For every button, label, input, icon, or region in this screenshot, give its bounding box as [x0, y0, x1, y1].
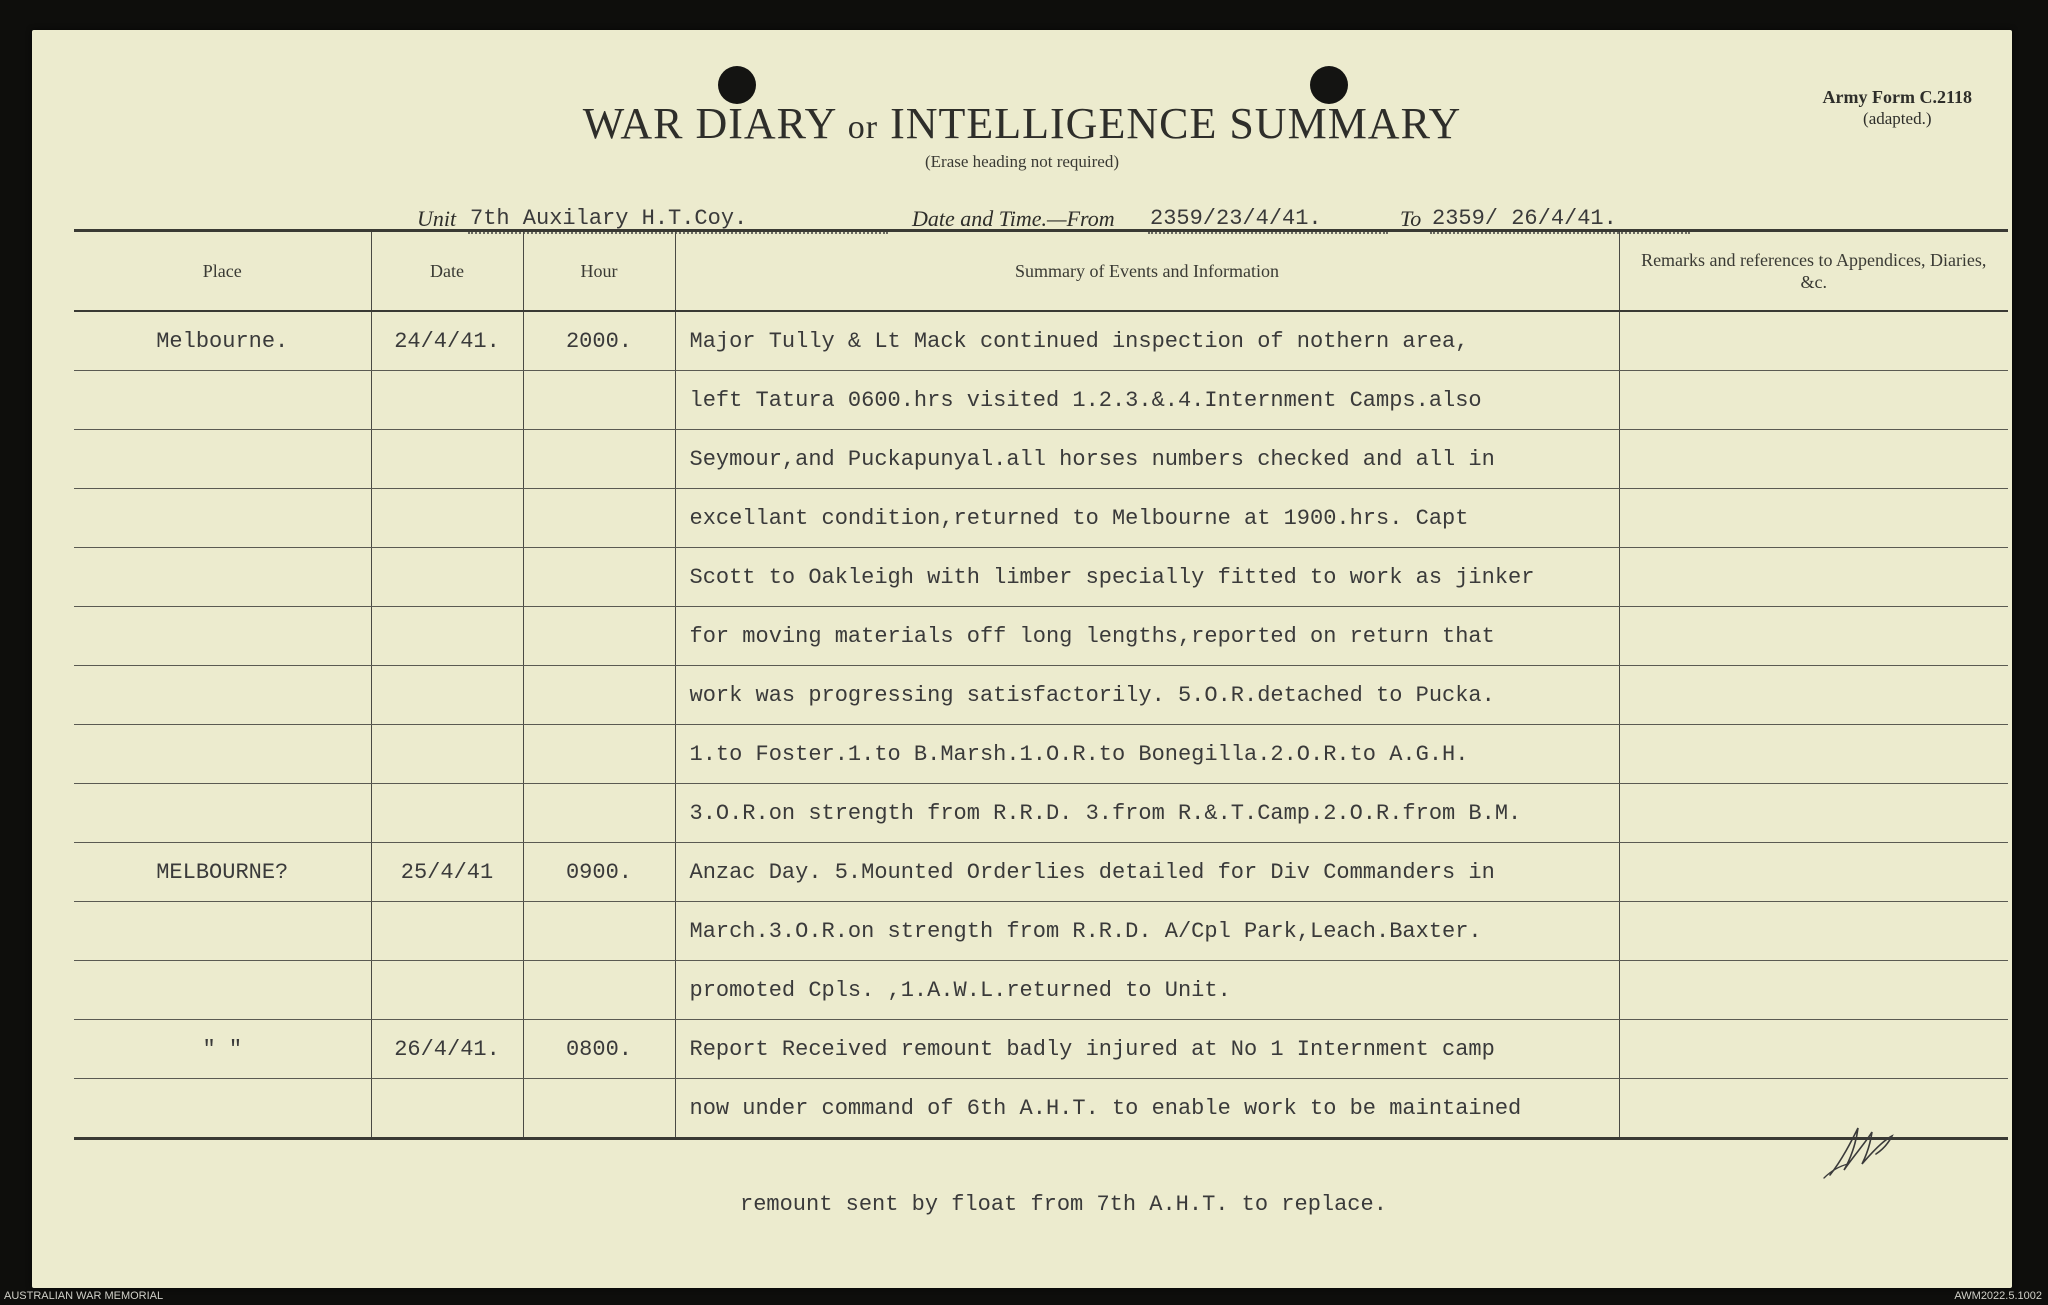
- table-row: Seymour,and Puckapunyal.all horses numbers checked and all in: [74, 430, 2008, 489]
- table-row: MELBOURNE? 25/4/41 0900. Anzac Day. 5.Mounted Orderlies detailed for Div Commanders in: [74, 843, 2008, 902]
- header-hour: Hour: [523, 231, 675, 312]
- form-adapted: (adapted.): [1863, 109, 1932, 128]
- datetime-label: Date and Time.—From: [912, 206, 1115, 231]
- unit-label: Unit: [417, 206, 457, 231]
- table-row: excellant condition,returned to Melbourne at 1900.hrs. Capt: [74, 489, 2008, 548]
- to-label: To: [1400, 206, 1422, 231]
- header-place: Place: [74, 231, 371, 312]
- header-remarks: Remarks and references to Appendices, Diaries, &c.: [1619, 231, 2008, 312]
- to-value: 2359/ 26/4/41.: [1432, 206, 1617, 231]
- unit-value: 7th Auxilary H.T.Coy.: [470, 206, 748, 231]
- handwritten-initials-icon: [1822, 1120, 1912, 1180]
- footer-left: AUSTRALIAN WAR MEMORIAL: [4, 1290, 164, 1302]
- table-row: March.3.O.R.on strength from R.R.D. A/Cpl Park,Leach.Baxter.: [74, 902, 2008, 961]
- table-row: now under command of 6th A.H.T. to enable work to be maintained: [74, 1079, 2008, 1139]
- table-row: " " 26/4/41. 0800. Report Received remount badly injured at No 1 Internment camp: [74, 1020, 2008, 1079]
- page-title: WAR DIARY or INTELLIGENCE SUMMARY: [582, 99, 1462, 148]
- table-header: [74, 231, 2008, 312]
- diary-table: [74, 229, 2008, 1140]
- table-row: left Tatura 0600.hrs visited 1.2.3.&.4.Internment Camps.also: [74, 371, 2008, 430]
- table-row: work was progressing satisfactorily. 5.O.R.detached to Pucka.: [74, 666, 2008, 725]
- header-summary: Summary of Events and Information: [675, 231, 1619, 312]
- table-row: Scott to Oakleigh with limber specially fitted to work as jinker: [74, 548, 2008, 607]
- overflow-line: remount sent by float from 7th A.H.T. to replace.: [740, 1192, 1387, 1217]
- diary-page: [32, 30, 2012, 1288]
- form-number: Army Form C.2118 (adapted.): [1822, 87, 1972, 128]
- table-row: 3.O.R.on strength from R.R.D. 3.from R.&.T.Camp.2.O.R.from B.M.: [74, 784, 2008, 843]
- footer-right: AWM2022.5.1002: [1954, 1290, 2042, 1302]
- table-row: 1.to Foster.1.to B.Marsh.1.O.R.to Bonegilla.2.O.R.to A.G.H.: [74, 725, 2008, 784]
- table-row: Melbourne. 24/4/41. 2000. Major Tully & Lt Mack continued inspection of nothern area,: [74, 311, 2008, 371]
- header-date: Date: [371, 231, 523, 312]
- table-row: promoted Cpls. ,1.A.W.L.returned to Unit.: [74, 961, 2008, 1020]
- from-value: 2359/23/4/41.: [1150, 206, 1322, 231]
- subtitle: (Erase heading not required): [925, 152, 1119, 171]
- table-row: for moving materials off long lengths,reported on return that: [74, 607, 2008, 666]
